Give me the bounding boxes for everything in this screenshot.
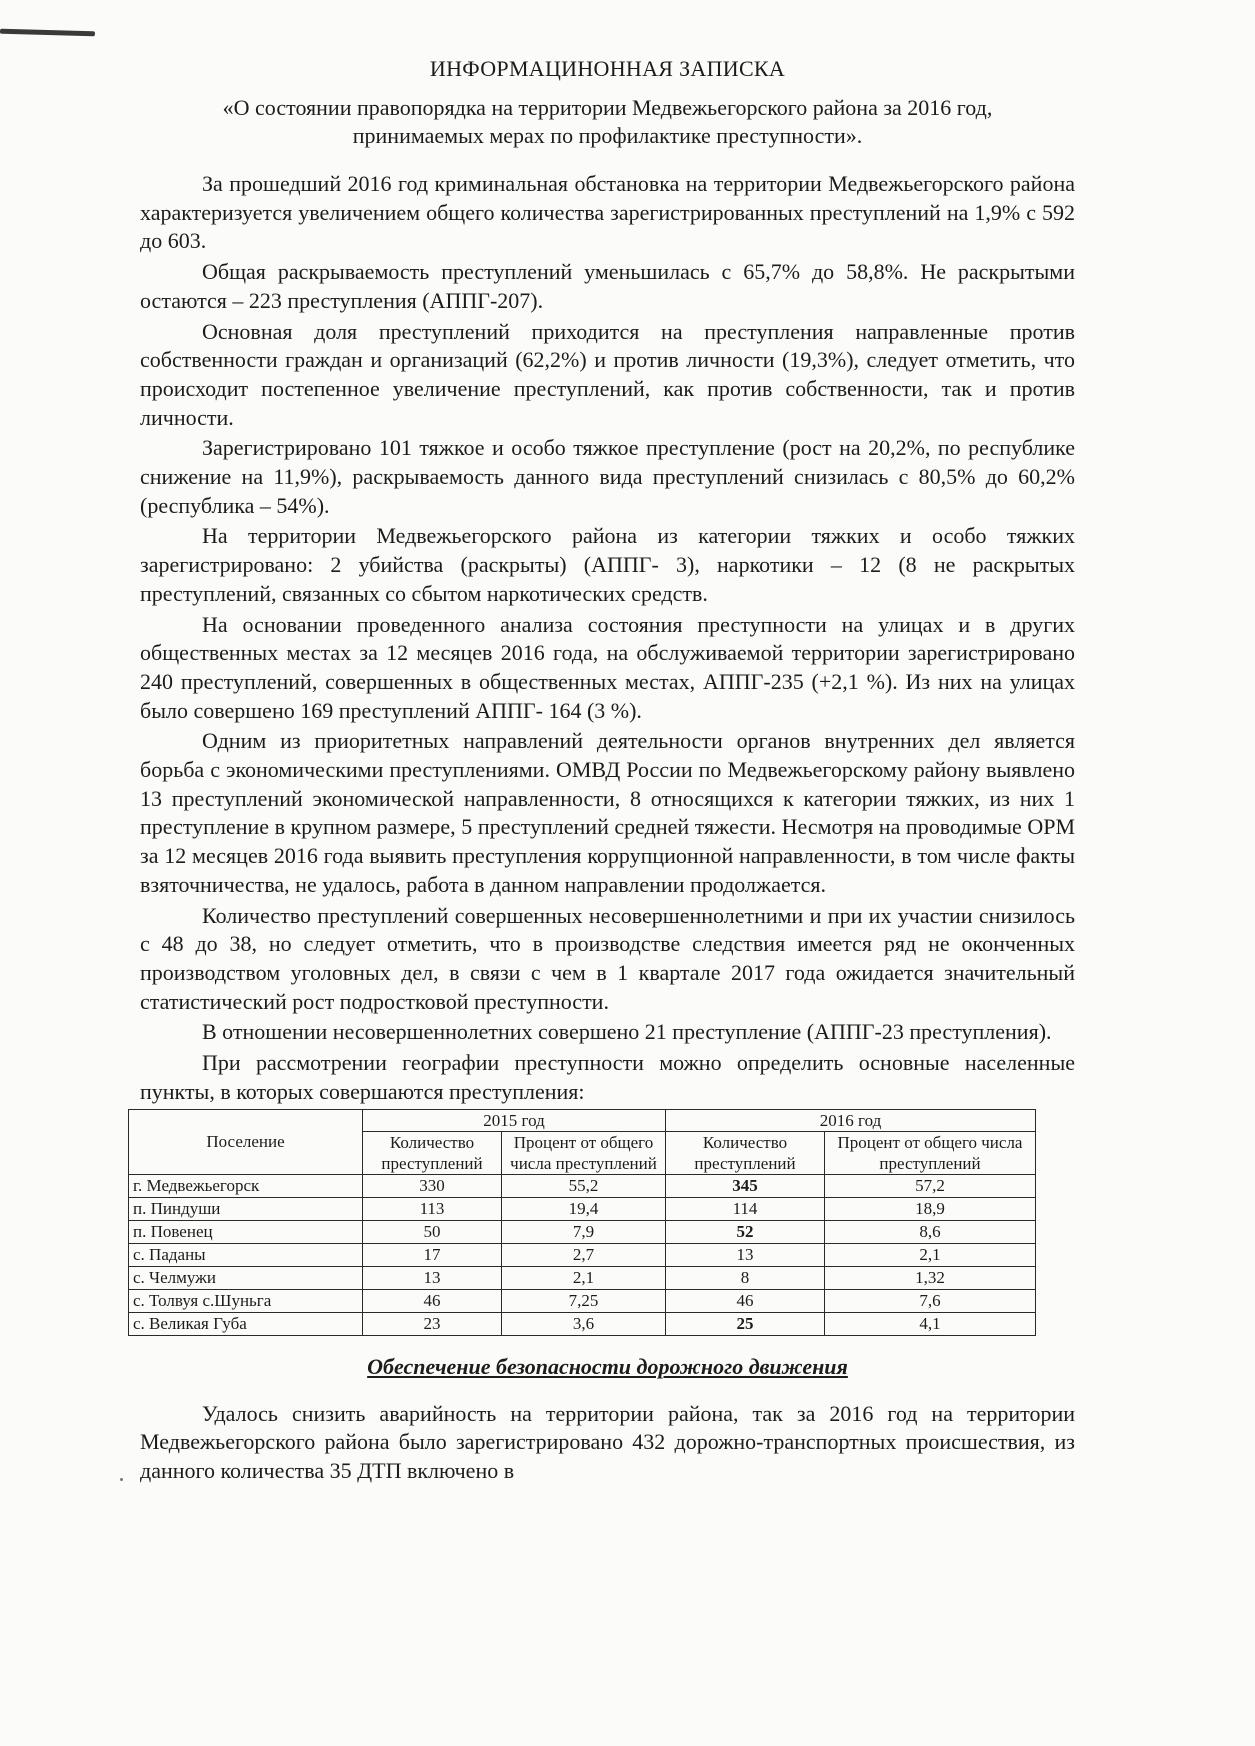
header-year-2016: 2016 год xyxy=(666,1109,1036,1131)
count-2015-cell: 46 xyxy=(363,1289,502,1312)
table-row xyxy=(129,1312,1036,1335)
table-row xyxy=(129,1220,1036,1243)
table-row xyxy=(129,1289,1036,1312)
table-header-row xyxy=(129,1109,1036,1131)
count-2016-cell: 114 xyxy=(666,1197,825,1220)
settlement-name-cell: с. Великая Губа xyxy=(129,1312,363,1335)
pct-2016-cell: 18,9 xyxy=(825,1197,1036,1220)
count-2016-cell: 46 xyxy=(666,1289,825,1312)
paragraph-3: Основная доля преступлений приходится на преступления направленные против собственности граждан и организаций (62,2%) и против личности (19,3%), следует отметить, что происходит постепенное увеличение преступлений, как против собственности, так и против личности. xyxy=(140,318,1075,430)
table-row xyxy=(129,1243,1036,1266)
subtitle-line-1: «О состоянии правопорядка на территории Медвежьегорского района за 2016 год, xyxy=(222,95,993,120)
paragraph-4: Зарегистрировано 101 тяжкое и особо тяжкое преступление (рост на 20,2%, по республике снижение на 11,9%), раскрываемость данного вида преступлений снизилась с 80,5% до 60,2% (республика – 54%). xyxy=(140,435,1075,518)
scan-speck xyxy=(120,1478,123,1481)
pct-2015-cell: 7,25 xyxy=(502,1289,666,1312)
pct-2016-cell: 8,6 xyxy=(825,1220,1036,1243)
pct-2016-cell: 57,2 xyxy=(825,1174,1036,1197)
count-2016-cell: 25 xyxy=(666,1312,825,1335)
pct-2015-cell: 19,4 xyxy=(502,1197,666,1220)
count-2015-cell: 50 xyxy=(363,1220,502,1243)
count-2016-cell: 13 xyxy=(666,1243,825,1266)
paragraph-5: На территории Медвежьегорского района из категории тяжких и особо тяжких зарегистрировано: 2 убийства (раскрыты) (АППГ- 3), наркотики – 12 (8 не раскрытых преступлений, связанных со сбытом наркотических средств. xyxy=(140,523,1075,606)
paragraph-6: На основании проведенного анализа состояния преступности на улицах и в других общественных местах за 12 месяцев 2016 года, на обслуживаемой территории зарегистрировано 240 преступлений, совершенных в общественных местах, АППГ-235 (+2,1 %). Из них на улицах было совершено 169 преступлений АППГ- 164 (3 %). xyxy=(140,611,1075,723)
pct-2016-cell: 2,1 xyxy=(825,1243,1036,1266)
document-title: ИНФОРМАЦИНОННАЯ ЗАПИСКА xyxy=(429,56,786,81)
settlement-name-cell: с. Паданы xyxy=(129,1243,363,1266)
document-page xyxy=(133,56,1075,1488)
count-2016-cell: 345 xyxy=(666,1174,825,1197)
settlement-name-cell: п. Пиндуши xyxy=(129,1197,363,1220)
pct-2016-cell: 4,1 xyxy=(825,1312,1036,1335)
header-settlement: Поселение xyxy=(129,1109,363,1174)
table-body xyxy=(129,1174,1036,1335)
settlement-name-cell: г. Медвежьегорск xyxy=(129,1174,363,1197)
count-2016-cell: 8 xyxy=(666,1266,825,1289)
table-row xyxy=(129,1197,1036,1220)
pct-2015-cell: 2,7 xyxy=(502,1243,666,1266)
settlement-name-cell: с. Челмужи xyxy=(129,1266,363,1289)
paragraph-9: В отношении несовершеннолетних совершено 21 преступление (АППГ-23 преступления). xyxy=(202,1019,1052,1045)
count-2015-cell: 113 xyxy=(363,1197,502,1220)
header-year-2015: 2015 год xyxy=(363,1109,666,1131)
paragraph-7: Одним из приоритетных направлений деятельности органов внутренних дел является борьба с экономическими преступлениями. ОМВД России по Медвежьегорскому району выявлено 13 преступлений экономической направленности, 8 относящихся к категории тяжких, из них 1 преступление в крупном размере, 5 преступлений средней тяжести. Несмотря на проводимые ОРМ за 12 месяцев 2016 года выявить преступления коррупционной направленности, в том числе факты взяточничества, не удалось, работа в данном направлении продолжается. xyxy=(140,728,1075,897)
scan-artifact-mark xyxy=(0,29,95,36)
document-subtitle xyxy=(140,94,1075,150)
settlement-name-cell: п. Повенец xyxy=(129,1220,363,1243)
paragraph-10: При рассмотрении географии преступности можно определить основные населенные пункты, в которых совершаются преступления: xyxy=(140,1050,1075,1104)
pct-2015-cell: 3,6 xyxy=(502,1312,666,1335)
paragraph-1: За прошедший 2016 год криминальная обстановка на территории Медвежьегорского района характеризуется увеличением общего количества зарегистрированных преступлений на 1,9% с 592 до 603. xyxy=(140,171,1075,254)
settlement-name-cell: с. Толвуя с.Шуньга xyxy=(129,1289,363,1312)
pct-2016-cell: 1,32 xyxy=(825,1266,1036,1289)
subtitle-line-2: принимаемых мерах по профилактике преступности». xyxy=(352,123,863,148)
header-pct-2016: Процент от общего числа преступлений xyxy=(825,1131,1036,1174)
count-2016-cell: 52 xyxy=(666,1220,825,1243)
header-count-2016: Количество преступлений xyxy=(666,1131,825,1174)
count-2015-cell: 13 xyxy=(363,1266,502,1289)
table-row xyxy=(129,1174,1036,1197)
count-2015-cell: 17 xyxy=(363,1243,502,1266)
pct-2015-cell: 7,9 xyxy=(502,1220,666,1243)
table-row xyxy=(129,1266,1036,1289)
paragraph-2: Общая раскрываемость преступлений уменьшилась с 65,7% до 58,8%. Не раскрытыми остаются – 223 преступления (АППГ-207). xyxy=(140,259,1075,313)
pct-2016-cell: 7,6 xyxy=(825,1289,1036,1312)
paragraph-8: Количество преступлений совершенных несовершеннолетними и при их участии снизилось с 48 до 38, но следует отметить, что в производстве следствия имеется ряд не оконченных производством уголовных дел, в связи с чем в 1 квартале 2017 года ожидается значительный статистический рост подростковой преступности. xyxy=(140,902,1075,1014)
pct-2015-cell: 55,2 xyxy=(502,1174,666,1197)
header-pct-2015: Процент от общего числа преступлений xyxy=(502,1131,666,1174)
count-2015-cell: 23 xyxy=(363,1312,502,1335)
crime-by-settlement-table xyxy=(128,1109,1036,1336)
section-title-road-safety: Обеспечение безопасности дорожного движения xyxy=(367,1353,848,1379)
paragraph-road-safety: Удалось снизить аварийность на территории района, так за 2016 год на территории Медвежьегорского района было зарегистрировано 432 дорожно-транспортных происшествия, из данного количества 35 ДТП включено в xyxy=(140,1400,1075,1483)
pct-2015-cell: 2,1 xyxy=(502,1266,666,1289)
header-count-2015: Количество преступлений xyxy=(363,1131,502,1174)
count-2015-cell: 330 xyxy=(363,1174,502,1197)
